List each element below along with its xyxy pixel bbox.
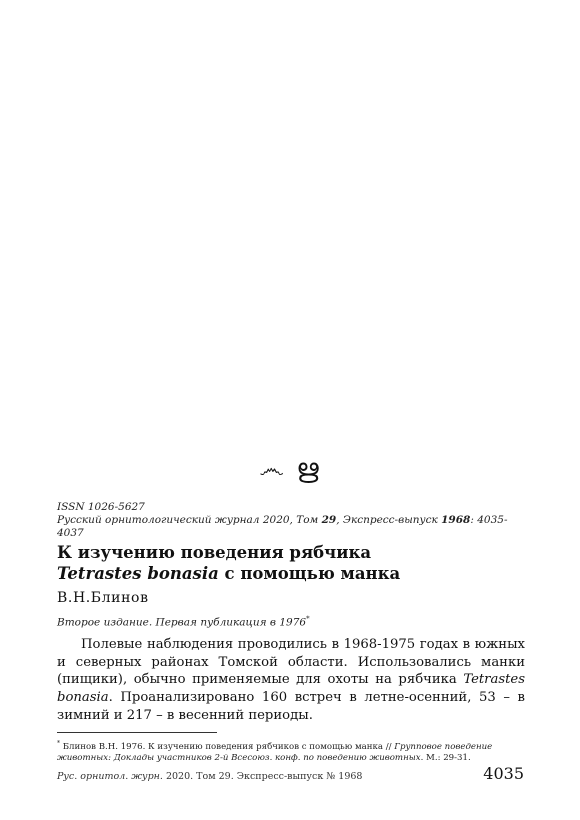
page-number: 4035 xyxy=(483,764,524,783)
title-line-1: К изучению поведения рябчика xyxy=(57,543,372,562)
journal-header xyxy=(57,501,527,540)
section-ornament: ෴ ഋ xyxy=(259,454,321,484)
title-species: Tetrastes bonasia xyxy=(57,564,219,583)
footnote: * Блинов В.Н. 1976. К изучению поведения рябчиков с помощью манка // Групповое поведение животных: Доклады участников 2-й Всесоюз. конф. по поведению животных. М.: 29-31. xyxy=(57,740,493,764)
volume: 29 xyxy=(321,514,337,526)
journal-citation: Русский орнитологический журнал 2020, Том 29, Экспресс-выпуск 1968: 4035-4037 xyxy=(57,514,508,539)
issue-number: 1968 xyxy=(441,514,471,526)
title-line-2: Tetrastes bonasia с помощью манка xyxy=(57,564,401,583)
running-footer: Рус. орнитол. журн. 2020. Том 29. Экспресс-выпуск № 1968 xyxy=(57,771,363,782)
article-title xyxy=(57,542,527,584)
footnote-mark: * xyxy=(57,740,60,747)
footnote-marker: * xyxy=(306,615,310,623)
author-name: В.Н.Блинов xyxy=(57,590,149,606)
issn: ISSN 1026-5627 xyxy=(57,501,145,513)
journal-abbreviation: Рус. орнитол. журн. xyxy=(57,771,163,782)
edition-note: Второе издание. Первая публикация в 1976* xyxy=(57,615,310,629)
body-species: Tetrastes bonasia xyxy=(57,672,525,706)
body-paragraph: Полевые наблюдения проводились в 1968-1975 годах в южных и северных районах Томской области. Использовались манки (пищики), обычно применяемые для охоты на рябчика Tetrastes bonasia. Проанализировано 160 встреч в летне-осенний, 53 – в зимний и 217 – в весенний периоды. xyxy=(57,637,525,723)
footnote-rule xyxy=(57,732,217,733)
footnote-source: Групповое поведение животных: Доклады участников 2-й Всесоюз. конф. по поведению животных xyxy=(57,741,493,764)
